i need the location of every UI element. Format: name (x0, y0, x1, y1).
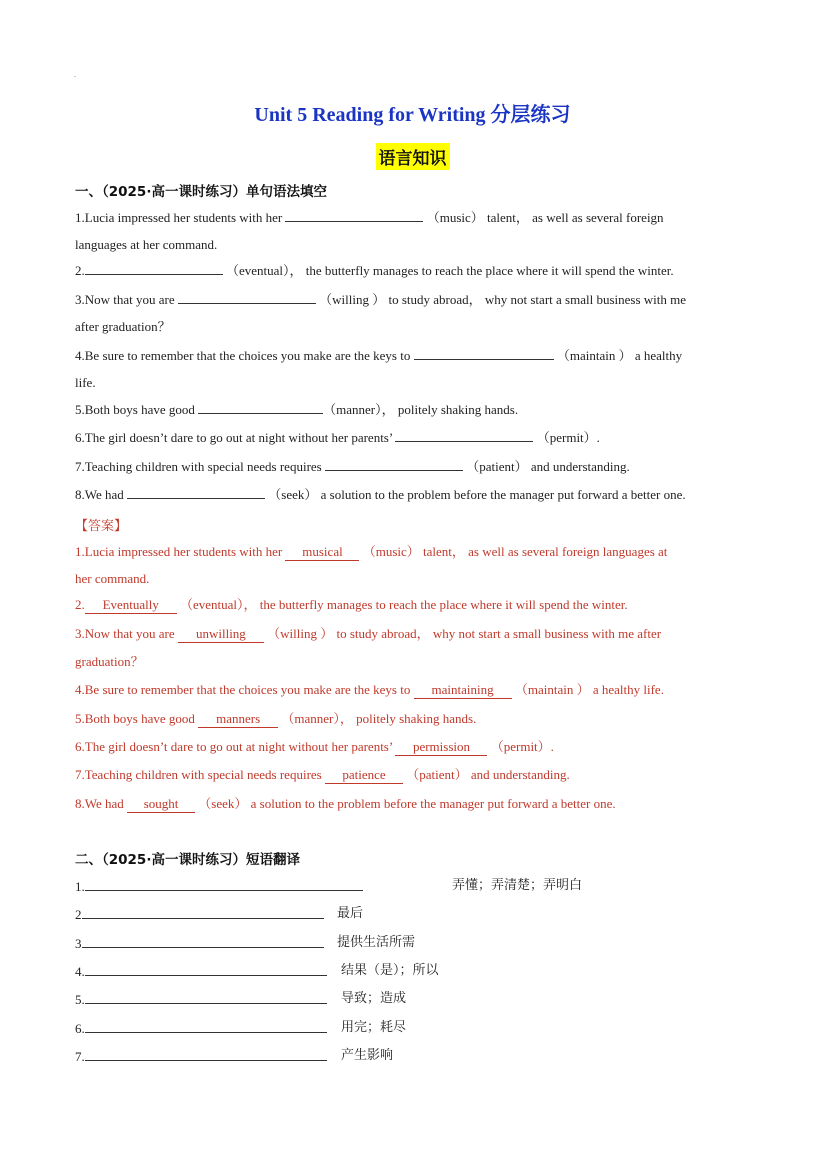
answer-1: 1.Lucia impressed her students with her musical （music） talent， as well as several foreign languages at (75, 544, 668, 559)
answer-blank[interactable] (127, 483, 265, 499)
answer-word: permission (395, 739, 487, 756)
answer-blank[interactable] (325, 455, 463, 471)
answer-blank[interactable] (198, 398, 323, 414)
question-3: 3.Now that you are （willing ） to study abroad， why not start a small business with me (75, 286, 750, 313)
answer-7: 7.Teaching children with special needs requires patience （patient） and understanding. (75, 767, 570, 782)
answer-word: musical (285, 544, 359, 561)
answer-blank[interactable] (414, 344, 554, 360)
question-1-cont: languages at her command. (75, 237, 218, 252)
question-5: 5.Both boys have good （manner）， politely shaking hands. (75, 396, 750, 423)
phrase-answer-line[interactable] (85, 1046, 327, 1061)
phrase-item-4: 4. 结果（是）；所以 (75, 963, 439, 979)
answer-word: patience (325, 767, 403, 784)
answer-blank[interactable] (178, 288, 316, 304)
answer-label: 【答案】 (75, 519, 128, 534)
phrase-answer-line[interactable] (85, 961, 327, 976)
question-6: 6.The girl doesn’t dare to go out at night without her parents’ （permit）. (75, 424, 750, 451)
section-title: 语言知识 (376, 143, 450, 170)
part2-heading: 二、（2025·高一课时练习）短语翻译 (75, 852, 300, 868)
answer-1-cont: her command. (75, 571, 150, 586)
question-1: 1.Lucia impressed her students with her （music） talent， as well as several foreign (75, 204, 750, 231)
answer-blank[interactable] (285, 206, 423, 222)
phrase-item-7: 7. 产生影响 (75, 1048, 394, 1064)
question-7: 7.Teaching children with special needs requires （patient） and understanding. (75, 453, 750, 480)
corner-dot: . (74, 70, 76, 79)
answer-word: maintaining (414, 682, 512, 699)
answer-word: sought (127, 796, 195, 813)
question-4-cont: life. (75, 375, 96, 390)
phrase-answer-line[interactable] (85, 989, 327, 1004)
answer-word: Eventually (85, 597, 177, 614)
phrase-answer-line[interactable] (82, 933, 324, 948)
phrase-answer-line[interactable] (82, 904, 324, 919)
answer-2: 2. Eventually （eventual）， the butterfly manages to reach the place where it will spend the winter. (75, 597, 628, 612)
phrase-item-1: 1. 弄懂；弄清楚；弄明白 (75, 878, 583, 894)
question-4: 4.Be sure to remember that the choices you make are the keys to （maintain ） a healthy (75, 342, 750, 369)
answer-5: 5.Both boys have good manners （manner）， politely shaking hands. (75, 711, 477, 726)
answer-word: unwilling (178, 626, 264, 643)
phrase-answer-line[interactable] (85, 1018, 327, 1033)
question-2: 2. （eventual）， the butterfly manages to reach the place where it will spend the winter. (75, 257, 750, 284)
answer-blank[interactable] (395, 426, 533, 442)
answer-blank[interactable] (85, 259, 223, 275)
answer-3-cont: graduation？ (75, 654, 144, 669)
page-title: Unit 5 Reading for Writing 分层练习 (254, 104, 571, 126)
answer-8: 8.We had sought （seek） a solution to the problem before the manager put forward a better one. (75, 796, 616, 811)
phrase-answer-line[interactable] (85, 876, 363, 891)
answer-6: 6.The girl doesn’t dare to go out at night without her parents’ permission （permit）. (75, 739, 554, 754)
phrase-item-5: 5. 导致；造成 (75, 991, 407, 1007)
phrase-item-6: 6. 用完；耗尽 (75, 1020, 407, 1036)
answer-3: 3.Now that you are unwilling （willing ） to study abroad， why not start a small business with me after (75, 626, 662, 641)
question-8: 8.We had （seek） a solution to the problem before the manager put forward a better one. (75, 481, 750, 508)
document-page (75, 0, 750, 1169)
part1-heading: 一、（2025·高一课时练习）单句语法填空 (75, 184, 327, 200)
answer-4: 4.Be sure to remember that the choices you make are the keys to maintaining （maintain ） a healthy life. (75, 682, 664, 697)
section-title-wrap (75, 143, 750, 170)
answer-word: manners (198, 711, 278, 728)
phrase-item-3: 3 提供生活所需 (75, 935, 416, 951)
phrase-item-2: 2 最后 (75, 906, 364, 922)
question-3-cont: after graduation？ (75, 319, 171, 334)
